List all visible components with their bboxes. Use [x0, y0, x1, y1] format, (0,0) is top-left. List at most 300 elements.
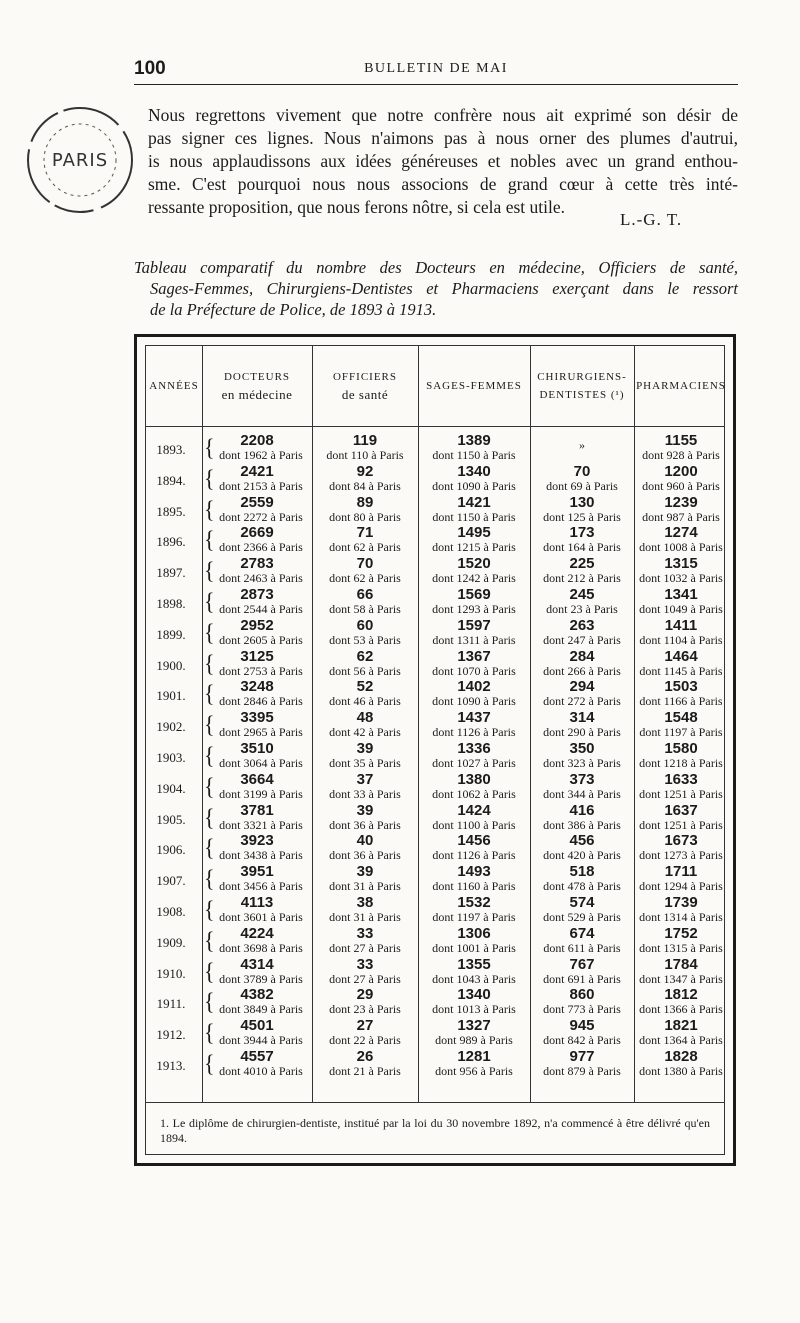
sf-total: 1306 — [457, 924, 491, 942]
table-row — [146, 801, 724, 835]
chir-cell — [530, 526, 634, 556]
chir-total: 518 — [569, 863, 595, 881]
sf-total: 1340 — [457, 462, 491, 480]
page-number: 100 — [134, 58, 166, 79]
brace-glyph: { — [204, 433, 215, 462]
header-chirurgiens — [530, 346, 634, 426]
sf-total: 1380 — [457, 770, 491, 788]
footnote-text: 1. Le diplôme de chirurgien-dentiste, institué par la loi du 30 novembre 1892, n'a commencé à être délivré qu'en 1894. — [160, 1116, 710, 1145]
chir-cell — [530, 585, 634, 618]
doc-cell — [202, 647, 312, 680]
ph-paris: dont 1166 à Paris — [639, 694, 723, 709]
intro-line: sme. C'est pourquoi nous nous associons de grand cœur à cette très inté- — [148, 174, 738, 194]
off-total: 89 — [356, 493, 374, 511]
doc-paris: dont 3456 à Paris — [219, 879, 303, 894]
ph-total: 1752 — [664, 924, 698, 942]
year-cell: 1894. — [156, 472, 186, 488]
chir-paris: dont 266 à Paris — [543, 663, 621, 678]
chir-paris: dont 272 à Paris — [543, 694, 621, 709]
ph-cell — [634, 647, 728, 680]
ph-paris: dont 1049 à Paris — [639, 601, 723, 616]
header-sages-label: SAGES-FEMMES — [426, 380, 522, 392]
off-total: 33 — [356, 955, 374, 973]
off-total: 71 — [356, 524, 374, 542]
ph-paris: dont 987 à Paris — [642, 509, 720, 524]
doc-total: 4382 — [240, 986, 274, 1004]
library-stamp — [22, 100, 150, 218]
chir-total: 674 — [569, 924, 595, 942]
sf-cell — [418, 834, 530, 864]
ph-total: 1828 — [664, 1047, 698, 1065]
chir-cell — [530, 834, 634, 864]
table-row — [146, 616, 724, 650]
ph-paris: dont 1145 à Paris — [639, 663, 723, 678]
doc-cell — [202, 1047, 312, 1080]
header-chirurgiens-label: CHIRURGIENS- — [537, 371, 627, 383]
doc-cell — [202, 526, 312, 556]
doc-total: 3664 — [240, 770, 274, 788]
ph-total: 1503 — [664, 678, 698, 696]
ph-total: 1633 — [664, 770, 698, 788]
ph-total: 1548 — [664, 709, 698, 727]
ph-cell — [634, 493, 728, 526]
chir-cell — [530, 988, 634, 1018]
footnote — [154, 1110, 716, 1146]
table-row — [146, 988, 724, 1019]
off-paris: dont 31 à Paris — [329, 909, 401, 924]
doc-paris: dont 2753 à Paris — [219, 663, 303, 678]
doc-total: 4557 — [240, 1047, 274, 1065]
doc-total: 4501 — [240, 1017, 274, 1035]
doc-total: 2783 — [240, 555, 274, 573]
year-cell: 1910. — [156, 965, 186, 981]
table-row — [146, 924, 724, 958]
chir-paris: dont 529 à Paris — [543, 909, 621, 924]
doc-cell — [202, 616, 312, 649]
chir-total: 456 — [569, 832, 595, 850]
header-docteurs — [202, 346, 312, 426]
chir-cell — [530, 493, 634, 526]
sf-paris: dont 1090 à Paris — [432, 478, 516, 493]
chir-cell — [530, 955, 634, 988]
ph-paris: dont 1218 à Paris — [639, 755, 723, 770]
chir-total: » — [579, 438, 585, 452]
ph-cell — [634, 1019, 728, 1049]
off-cell — [312, 770, 418, 803]
brace-glyph: { — [204, 957, 215, 985]
ph-cell — [634, 462, 728, 495]
sf-cell — [418, 557, 530, 587]
brace-glyph: { — [204, 926, 215, 954]
chir-total: 350 — [569, 739, 595, 757]
brace-glyph: { — [204, 988, 215, 1016]
chir-paris: dont 164 à Paris — [543, 540, 621, 555]
year-cell: 1893. — [156, 442, 186, 457]
off-total: 39 — [356, 801, 374, 819]
intro-line: Nous regrettons vivement que notre confrère nous ait exprimé son désir de — [148, 105, 738, 125]
off-paris: dont 31 à Paris — [329, 879, 401, 894]
chir-paris: dont 773 à Paris — [543, 1002, 621, 1017]
sf-paris: dont 1001 à Paris — [432, 940, 516, 955]
chir-total: 416 — [569, 801, 595, 819]
ph-total: 1821 — [664, 1017, 698, 1035]
off-total: 92 — [356, 462, 374, 480]
off-cell — [312, 585, 418, 618]
off-cell — [312, 434, 418, 464]
off-paris: dont 110 à Paris — [326, 448, 404, 462]
ph-paris: dont 1197 à Paris — [639, 725, 723, 740]
doc-total: 2208 — [240, 432, 274, 449]
table-row — [146, 955, 724, 989]
brace-glyph: { — [204, 556, 215, 585]
doc-paris: dont 3438 à Paris — [219, 848, 303, 863]
doc-total: 3510 — [240, 739, 274, 757]
year-cell: 1904. — [156, 780, 186, 796]
off-cell — [312, 462, 418, 495]
table-row — [146, 585, 724, 619]
header-annees — [146, 346, 202, 426]
chir-paris: dont 478 à Paris — [543, 879, 621, 894]
doc-total: 2559 — [240, 493, 274, 511]
table-row — [146, 1019, 724, 1050]
doc-paris: dont 3321 à Paris — [219, 817, 303, 832]
off-cell — [312, 924, 418, 957]
doc-paris: dont 3064 à Paris — [219, 755, 303, 770]
chir-total: 945 — [569, 1017, 595, 1035]
year-cell: 1909. — [156, 934, 186, 950]
ph-total: 1580 — [664, 739, 698, 757]
brace-glyph: { — [204, 1018, 215, 1047]
chir-total: 263 — [569, 616, 595, 634]
header-chirurgiens-sub: DENTISTES (¹) — [539, 389, 625, 401]
off-cell — [312, 711, 418, 741]
running-head: BULLETIN DE MAI — [364, 61, 508, 76]
chir-total: 574 — [569, 893, 595, 911]
off-paris: dont 21 à Paris — [329, 1063, 401, 1078]
chir-cell — [530, 1047, 634, 1080]
sf-cell — [418, 647, 530, 680]
ph-paris: dont 1364 à Paris — [639, 1033, 723, 1048]
caption-line: de la Préfecture de Police, de 1893 à 1913. — [150, 300, 437, 319]
doc-paris: dont 3789 à Paris — [219, 971, 303, 986]
ph-paris: dont 1032 à Paris — [639, 571, 723, 586]
sf-paris: dont 1062 à Paris — [432, 786, 516, 801]
chir-paris: dont 290 à Paris — [543, 725, 621, 740]
brace-glyph: { — [204, 710, 215, 739]
doc-paris: dont 2846 à Paris — [219, 694, 303, 709]
sf-paris: dont 1197 à Paris — [432, 909, 516, 924]
chir-total: 225 — [569, 555, 595, 573]
chir-cell — [530, 893, 634, 926]
chir-total: 294 — [569, 678, 595, 696]
off-total: 37 — [356, 770, 374, 788]
off-paris: dont 27 à Paris — [329, 940, 401, 955]
brace-glyph: { — [204, 741, 215, 770]
chir-cell — [530, 711, 634, 741]
brace-glyph: { — [204, 803, 215, 831]
table-row — [146, 557, 724, 588]
off-paris: dont 62 à Paris — [329, 571, 401, 586]
ph-cell — [634, 711, 728, 741]
sf-paris: dont 1070 à Paris — [432, 663, 516, 678]
ph-paris: dont 1294 à Paris — [639, 879, 723, 894]
off-paris: dont 42 à Paris — [329, 725, 401, 740]
chir-total: 860 — [569, 986, 595, 1004]
ph-cell — [634, 834, 728, 864]
brace-glyph: { — [204, 587, 215, 616]
signature: L.-G. T. — [620, 210, 683, 229]
ph-total: 1200 — [664, 462, 698, 480]
sf-paris: dont 1090 à Paris — [432, 694, 516, 709]
intro-line: is nous applaudissons aux idées généreuses et nobles avec un grand enthou- — [148, 151, 738, 171]
chir-total: 173 — [569, 524, 595, 542]
sf-cell — [418, 434, 530, 464]
year-cell: 1900. — [156, 657, 186, 673]
ph-paris: dont 1314 à Paris — [639, 909, 723, 924]
doc-cell — [202, 924, 312, 957]
off-total: 40 — [356, 832, 374, 850]
chir-cell — [530, 801, 634, 834]
sf-cell — [418, 955, 530, 988]
year-cell: 1911. — [156, 996, 186, 1012]
ph-total: 1739 — [664, 893, 698, 911]
doc-cell — [202, 834, 312, 864]
sf-total: 1355 — [457, 955, 491, 973]
chir-paris: dont 842 à Paris — [543, 1033, 621, 1048]
off-cell — [312, 865, 418, 895]
chir-total: 767 — [569, 955, 595, 973]
off-paris: dont 56 à Paris — [329, 663, 401, 678]
table-row — [146, 526, 724, 557]
sf-paris: dont 989 à Paris — [435, 1033, 513, 1048]
ph-cell — [634, 680, 728, 710]
sf-total: 1456 — [457, 832, 491, 850]
off-cell — [312, 801, 418, 834]
doc-total: 2421 — [240, 462, 274, 480]
doc-paris: dont 2605 à Paris — [219, 632, 303, 647]
doc-total: 3248 — [240, 678, 274, 696]
doc-total: 2952 — [240, 616, 274, 634]
sf-cell — [418, 893, 530, 926]
doc-cell — [202, 893, 312, 926]
off-total: 27 — [356, 1017, 374, 1035]
doc-cell — [202, 801, 312, 834]
off-total: 48 — [356, 709, 374, 727]
table-row — [146, 1047, 724, 1081]
chir-paris: dont 212 à Paris — [543, 571, 621, 586]
doc-cell — [202, 585, 312, 618]
doc-paris: dont 3601 à Paris — [219, 909, 303, 924]
sf-total: 1367 — [457, 647, 491, 665]
sf-paris: dont 1215 à Paris — [432, 540, 516, 555]
off-cell — [312, 616, 418, 649]
chir-cell — [530, 739, 634, 772]
intro-paragraph — [148, 104, 738, 219]
sf-paris: dont 1150 à Paris — [432, 509, 516, 524]
chir-cell — [530, 924, 634, 957]
table-row — [146, 739, 724, 773]
doc-total: 2669 — [240, 524, 274, 542]
sf-cell — [418, 865, 530, 895]
off-cell — [312, 1047, 418, 1080]
doc-paris: dont 1962 à Paris — [219, 448, 303, 462]
brace-glyph: { — [204, 772, 215, 800]
off-total: 33 — [356, 924, 374, 942]
sf-total: 1336 — [457, 739, 491, 757]
sf-cell — [418, 770, 530, 803]
off-cell — [312, 988, 418, 1018]
intro-line: pas signer ces lignes. Nous n'aimons pas à nous orner des plumes d'autrui, — [148, 128, 738, 148]
doc-paris: dont 2272 à Paris — [219, 509, 303, 524]
ph-cell — [634, 434, 728, 464]
doc-paris: dont 3199 à Paris — [219, 786, 303, 801]
doc-paris: dont 4010 à Paris — [219, 1063, 303, 1078]
table-row — [146, 647, 724, 681]
table-row — [146, 893, 724, 927]
year-cell: 1906. — [156, 842, 186, 858]
doc-total: 4224 — [240, 924, 274, 942]
off-total: 62 — [356, 647, 374, 665]
year-cell: 1907. — [156, 873, 186, 889]
doc-paris: dont 2153 à Paris — [219, 478, 303, 493]
chir-paris: dont 323 à Paris — [543, 755, 621, 770]
doc-paris: dont 2544 à Paris — [219, 601, 303, 616]
doc-total: 3395 — [240, 709, 274, 727]
brace-glyph: { — [204, 680, 215, 708]
chir-cell — [530, 865, 634, 895]
doc-cell — [202, 493, 312, 526]
off-paris: dont 46 à Paris — [329, 694, 401, 709]
chir-total: 284 — [569, 647, 595, 665]
sf-total: 1532 — [457, 893, 491, 911]
chir-paris: dont 386 à Paris — [543, 817, 621, 832]
ph-total: 1784 — [664, 955, 698, 973]
ph-paris: dont 1273 à Paris — [639, 848, 723, 863]
brace-glyph: { — [204, 834, 215, 862]
chir-paris: dont 125 à Paris — [543, 509, 621, 524]
doc-cell — [202, 557, 312, 587]
ph-total: 1341 — [664, 585, 698, 603]
year-cell: 1905. — [156, 811, 186, 827]
year-cell: 1912. — [156, 1027, 186, 1043]
sf-cell — [418, 585, 530, 618]
ph-paris: dont 928 à Paris — [642, 448, 720, 462]
table-row — [146, 493, 724, 527]
chir-paris: dont 611 à Paris — [543, 940, 621, 955]
chir-cell — [530, 1019, 634, 1049]
chir-total: 130 — [569, 493, 595, 511]
off-paris: dont 62 à Paris — [329, 540, 401, 555]
sf-total: 1493 — [457, 863, 491, 881]
ph-total: 1239 — [664, 493, 698, 511]
ph-cell — [634, 865, 728, 895]
off-cell — [312, 955, 418, 988]
off-cell — [312, 1019, 418, 1049]
brace-glyph: { — [204, 495, 215, 523]
ph-cell — [634, 893, 728, 926]
off-cell — [312, 834, 418, 864]
sf-cell — [418, 680, 530, 710]
sf-total: 1421 — [457, 493, 491, 511]
ph-total: 1155 — [664, 432, 698, 449]
header-officiers — [312, 346, 418, 426]
year-cell: 1895. — [156, 503, 186, 519]
sf-paris: dont 1100 à Paris — [432, 817, 516, 832]
sf-total: 1569 — [457, 585, 491, 603]
chir-paris: dont 344 à Paris — [543, 786, 621, 801]
year-cell: 1908. — [156, 903, 186, 919]
brace-glyph: { — [204, 649, 215, 677]
table-row — [146, 770, 724, 804]
off-total: 66 — [356, 585, 374, 603]
ph-paris: dont 1315 à Paris — [639, 940, 723, 955]
ph-total: 1315 — [664, 555, 698, 573]
sf-total: 1495 — [457, 524, 491, 542]
ph-cell — [634, 616, 728, 649]
ph-total: 1711 — [664, 863, 698, 881]
doc-paris: dont 3849 à Paris — [219, 1002, 303, 1017]
ph-paris: dont 1008 à Paris — [639, 540, 723, 555]
caption-line: Tableau comparatif du nombre des Docteurs en médecine, Officiers de santé, — [134, 258, 738, 277]
table-caption — [134, 257, 738, 320]
off-cell — [312, 647, 418, 680]
brace-glyph: { — [204, 464, 215, 492]
header-pharmaciens-label: PHARMACIENS — [636, 380, 726, 392]
doc-paris: dont 2366 à Paris — [219, 540, 303, 555]
ph-cell — [634, 557, 728, 587]
header-officiers-sub: de santé — [341, 387, 389, 402]
sf-paris: dont 1126 à Paris — [432, 725, 516, 740]
doc-paris: dont 2463 à Paris — [219, 571, 303, 586]
ph-paris: dont 1251 à Paris — [639, 817, 723, 832]
stamp-text: PARIS — [51, 150, 109, 171]
sf-cell — [418, 493, 530, 526]
sf-cell — [418, 1047, 530, 1080]
off-paris: dont 33 à Paris — [329, 786, 401, 801]
off-total: 29 — [356, 986, 374, 1004]
sf-paris: dont 1126 à Paris — [432, 848, 516, 863]
off-total: 39 — [356, 863, 374, 881]
off-paris: dont 58 à Paris — [329, 601, 401, 616]
off-total: 39 — [356, 739, 374, 757]
doc-cell — [202, 711, 312, 741]
sf-paris: dont 1242 à Paris — [432, 571, 516, 586]
sf-total: 1597 — [457, 616, 491, 634]
table-row — [146, 462, 724, 496]
chir-cell — [530, 616, 634, 649]
off-paris: dont 84 à Paris — [329, 478, 401, 493]
doc-cell — [202, 1019, 312, 1049]
ph-cell — [634, 585, 728, 618]
sf-paris: dont 1013 à Paris — [432, 1002, 516, 1017]
off-total: 119 — [352, 432, 378, 449]
sf-total: 1327 — [457, 1017, 491, 1035]
sf-paris: dont 1293 à Paris — [432, 601, 516, 616]
table-row — [146, 865, 724, 896]
table-frame — [134, 334, 736, 1166]
sf-total: 1389 — [457, 432, 491, 449]
off-total: 38 — [356, 893, 374, 911]
year-cell: 1902. — [156, 719, 186, 735]
brace-glyph: { — [204, 1049, 215, 1078]
off-paris: dont 53 à Paris — [329, 632, 401, 647]
doc-paris: dont 3698 à Paris — [219, 940, 303, 955]
doc-cell — [202, 988, 312, 1018]
chir-cell — [530, 462, 634, 495]
ph-cell — [634, 1047, 728, 1080]
year-cell: 1913. — [156, 1057, 186, 1073]
sf-cell — [418, 526, 530, 556]
